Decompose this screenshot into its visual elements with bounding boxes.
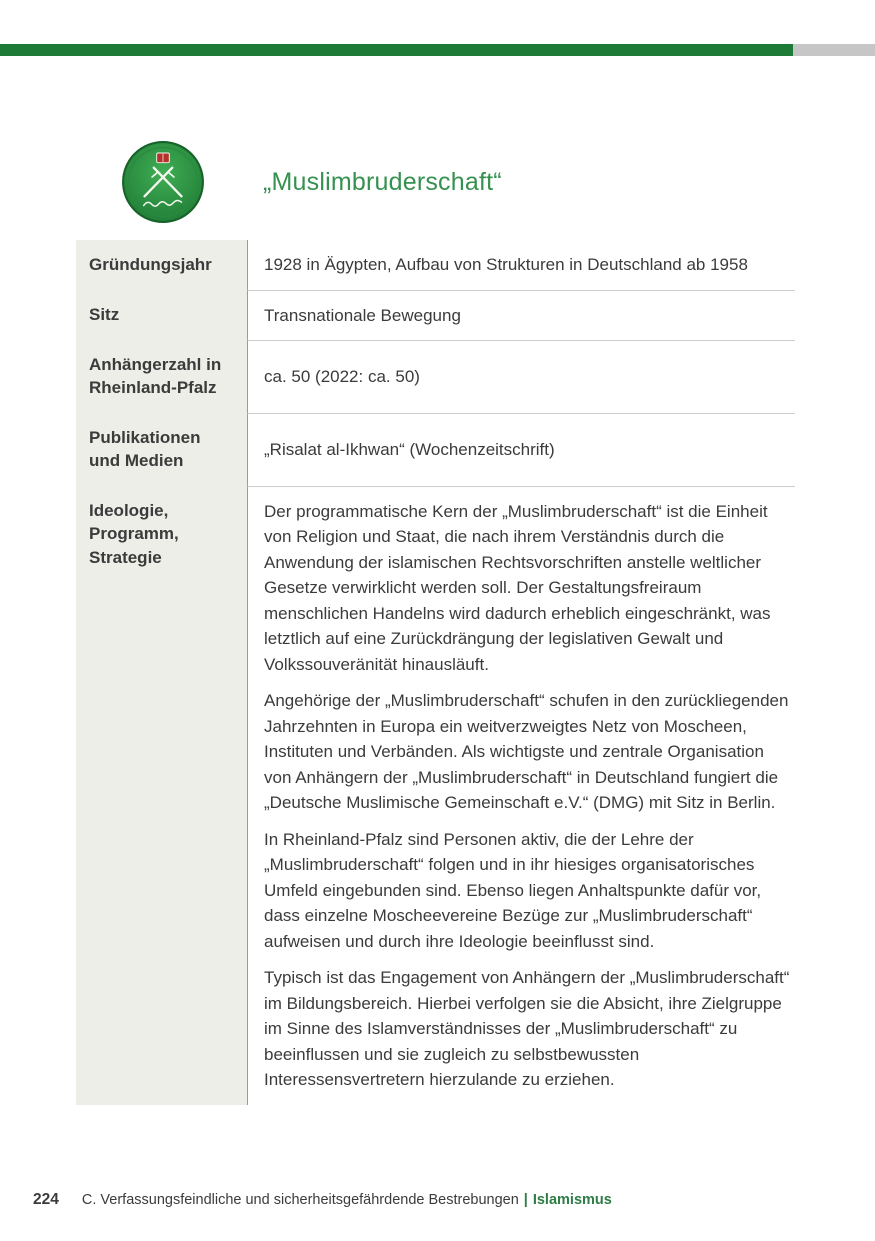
value-paragraph: 1928 in Ägypten, Aufbau von Strukturen in Deutschland ab 1958 — [264, 255, 748, 274]
table-row-value — [247, 240, 795, 290]
accent-bar-gray-segment — [793, 44, 875, 56]
footer-separator: | — [523, 1192, 528, 1208]
table-row-label: Ideologie, Programm, Strategie — [76, 486, 247, 1105]
table-row-value — [247, 486, 795, 1105]
header-accent-bar — [0, 44, 875, 56]
table-row-label: Anhängerzahl in Rheinland-Pfalz — [76, 340, 247, 413]
footer-chapter-title: C. Verfassungsfeindliche und sicherheitsgefährdende Bestrebungen — [81, 1192, 519, 1208]
value-paragraph: „Risalat al-Ikhwan“ (Wochenzeitschrift) — [264, 440, 555, 460]
page-number: 224 — [33, 1191, 59, 1208]
table-row-value — [247, 290, 795, 341]
table-row-label: Publikationen und Medien — [76, 413, 247, 486]
value-paragraph: Transnationale Bewegung — [264, 305, 461, 325]
table-row-label: Gründungsjahr — [76, 240, 247, 290]
page-footer — [33, 1191, 612, 1209]
value-paragraph: In Rheinland-Pfalz sind Personen aktiv, die der Lehre der „Muslimbruderschaft“ folgen und in ihr hiesiges organisatorisches Umfeld eingebunden sind. Ebenso liegen Anhaltspunkte dafür vor, dass einzelne Moscheevereine Bezüge zur „Muslimbruderschaft“ aufweisen und durch ihre Ideologie beeinflusst sind. — [264, 829, 762, 951]
table-row-value — [247, 340, 795, 413]
table-row — [76, 340, 795, 413]
page-title: „Muslimbruderschaft“ — [263, 167, 502, 196]
table-row-label: Sitz — [76, 290, 247, 341]
value-paragraph: Typisch ist das Engagement von Anhängern der „Muslimbruderschaft“ im Bildungsbereich. Hierbei verfolgen sie die Absicht, ihre Zielgruppe im Sinne des Islamverständnisses der „Muslimbruderschaft“ zu beeinflussen und sie zugleich zu selbstbewussten Interessensvertretern hierzulande zu erziehen. — [264, 968, 790, 1090]
table-row-value — [247, 413, 795, 486]
value-paragraph: Angehörige der „Muslimbruderschaft“ schufen in den zurückliegenden Jahrzehnten in Europa ein weitverzweigtes Netz von Moscheen, Instituten und Verbänden. Als wichtigste und zentrale Organisation von Anhängern der „Muslimbruderschaft“ in Deutschland fungiert die „Deutsche Muslimische Gemeinschaft e.V.“ (DMG) mit Sitz in Berlin. — [264, 691, 789, 813]
value-paragraph: Der programmatische Kern der „Muslimbruderschaft“ ist die Einheit von Religion und Staat, die nach ihrem Verständnis durch die Anwendung der islamischen Rechtsvorschriften anstelle weltlicher Gesetze verwirklicht werden soll. Der Gestaltungsfreiraum menschlichen Handelns wird dadurch erheblich eingeschränkt, was letztlich auf eine Zurückdrängung der legislativen Gewalt und Volkssouveränität hinausläuft. — [264, 501, 771, 674]
value-paragraph: ca. 50 (2022: ca. 50) — [264, 367, 420, 387]
table-row — [76, 486, 795, 1105]
footer-section-label: Islamismus — [532, 1192, 612, 1208]
table-row — [76, 240, 795, 290]
info-table — [76, 240, 795, 1105]
muslim-brotherhood-emblem-icon — [121, 140, 205, 224]
page-header — [121, 140, 502, 224]
table-row — [76, 413, 795, 486]
table-row — [76, 290, 795, 341]
accent-bar-green-segment — [0, 44, 793, 56]
